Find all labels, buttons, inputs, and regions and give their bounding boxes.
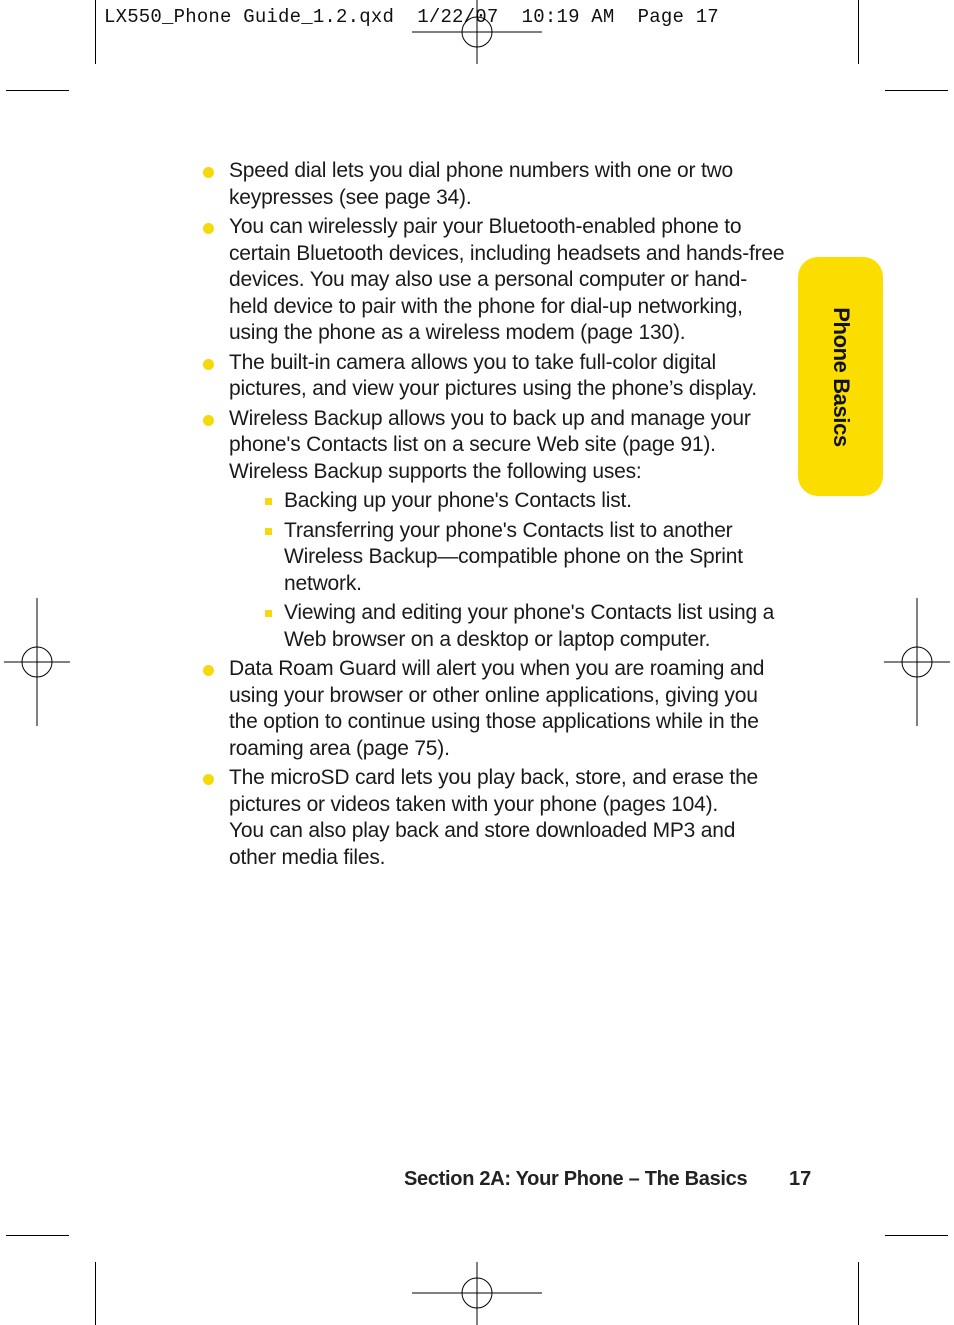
registration-mark-right (884, 598, 950, 726)
crop-mark-bottom-right-v (858, 1262, 859, 1325)
registration-mark-left (4, 598, 70, 726)
list-item-text: You can wirelessly pair your Bluetooth-enabled phone to certain Bluetooth devices, including headsets and hands-free devices. You may also use a personal computer or hand-held device to pair with the phone for dial-up networking, using the phone as a wireless modem (page 130). (229, 215, 785, 344)
list-item-text: The microSD card lets you play back, store, and erase the pictures or videos taken with your phone (pages 104). (229, 766, 759, 816)
crop-mark-bottom-right-h (885, 1235, 948, 1236)
crop-mark-top-right-h (885, 90, 948, 91)
list-item (200, 214, 785, 347)
square-bullet-icon (265, 610, 272, 617)
sub-list-item-text: Backing up your phone's Contacts list. (284, 489, 632, 512)
sub-list-item-text: Transferring your phone's Contacts list to another Wireless Backup—compatible phone on the Sprint network. (284, 518, 743, 595)
microsd-extra-text: You can also play back and store downloaded MP3 and other media files. (229, 819, 736, 869)
list-item (200, 406, 785, 654)
bullet-icon (203, 359, 214, 370)
list-item (200, 656, 785, 762)
sub-list-item (200, 518, 785, 598)
crop-mark-bottom-left-v (95, 1262, 96, 1325)
list-item (200, 350, 785, 403)
list-item-text: The built-in camera allows you to take full-color digital pictures, and view your pictures using the phone’s display. (229, 350, 757, 400)
crop-mark-top-left-h (6, 90, 69, 91)
page-number: 17 (789, 1168, 812, 1190)
crop-mark-top-right-v (858, 0, 859, 64)
bullet-icon (203, 415, 214, 426)
sub-list-item-text: Viewing and editing your phone's Contacts list using a Web browser on a desktop or laptop computer. (284, 601, 775, 651)
sub-list-item (200, 488, 785, 515)
crop-mark-bottom-left-h (6, 1235, 69, 1236)
registration-mark-bottom (412, 1262, 542, 1325)
registration-mark-top (412, 0, 542, 64)
square-bullet-icon (265, 528, 272, 535)
section-tab (798, 257, 883, 496)
feature-list (200, 158, 785, 874)
bullet-icon (203, 167, 214, 178)
sub-list-item (200, 600, 785, 653)
section-footer: Section 2A: Your Phone – The Basics (404, 1168, 748, 1190)
list-item (200, 765, 785, 871)
list-item-text: Data Roam Guard will alert you when you are roaming and using your browser or other online applications, giving you the option to continue using those applications while in the roaming area (page 75). (229, 657, 765, 760)
print-slug: LX550_Phone Guide_1.2.qxd 1/22/07 10:19 AM Page 17 (104, 6, 719, 28)
bullet-icon (203, 223, 214, 234)
section-tab-label: Phone Basics (828, 306, 854, 447)
bullet-icon (203, 665, 214, 676)
square-bullet-icon (265, 498, 272, 505)
list-item (200, 158, 785, 211)
list-item-text: Wireless Backup allows you to back up and manage your phone's Contacts list on a secure Web site (page 91). (229, 406, 751, 456)
bullet-icon (203, 774, 214, 785)
list-item-text: Speed dial lets you dial phone numbers with one or two keypresses (see page 34). (229, 159, 734, 209)
crop-mark-top-left-v (95, 0, 96, 64)
backup-intro: Wireless Backup supports the following uses: (229, 459, 642, 483)
